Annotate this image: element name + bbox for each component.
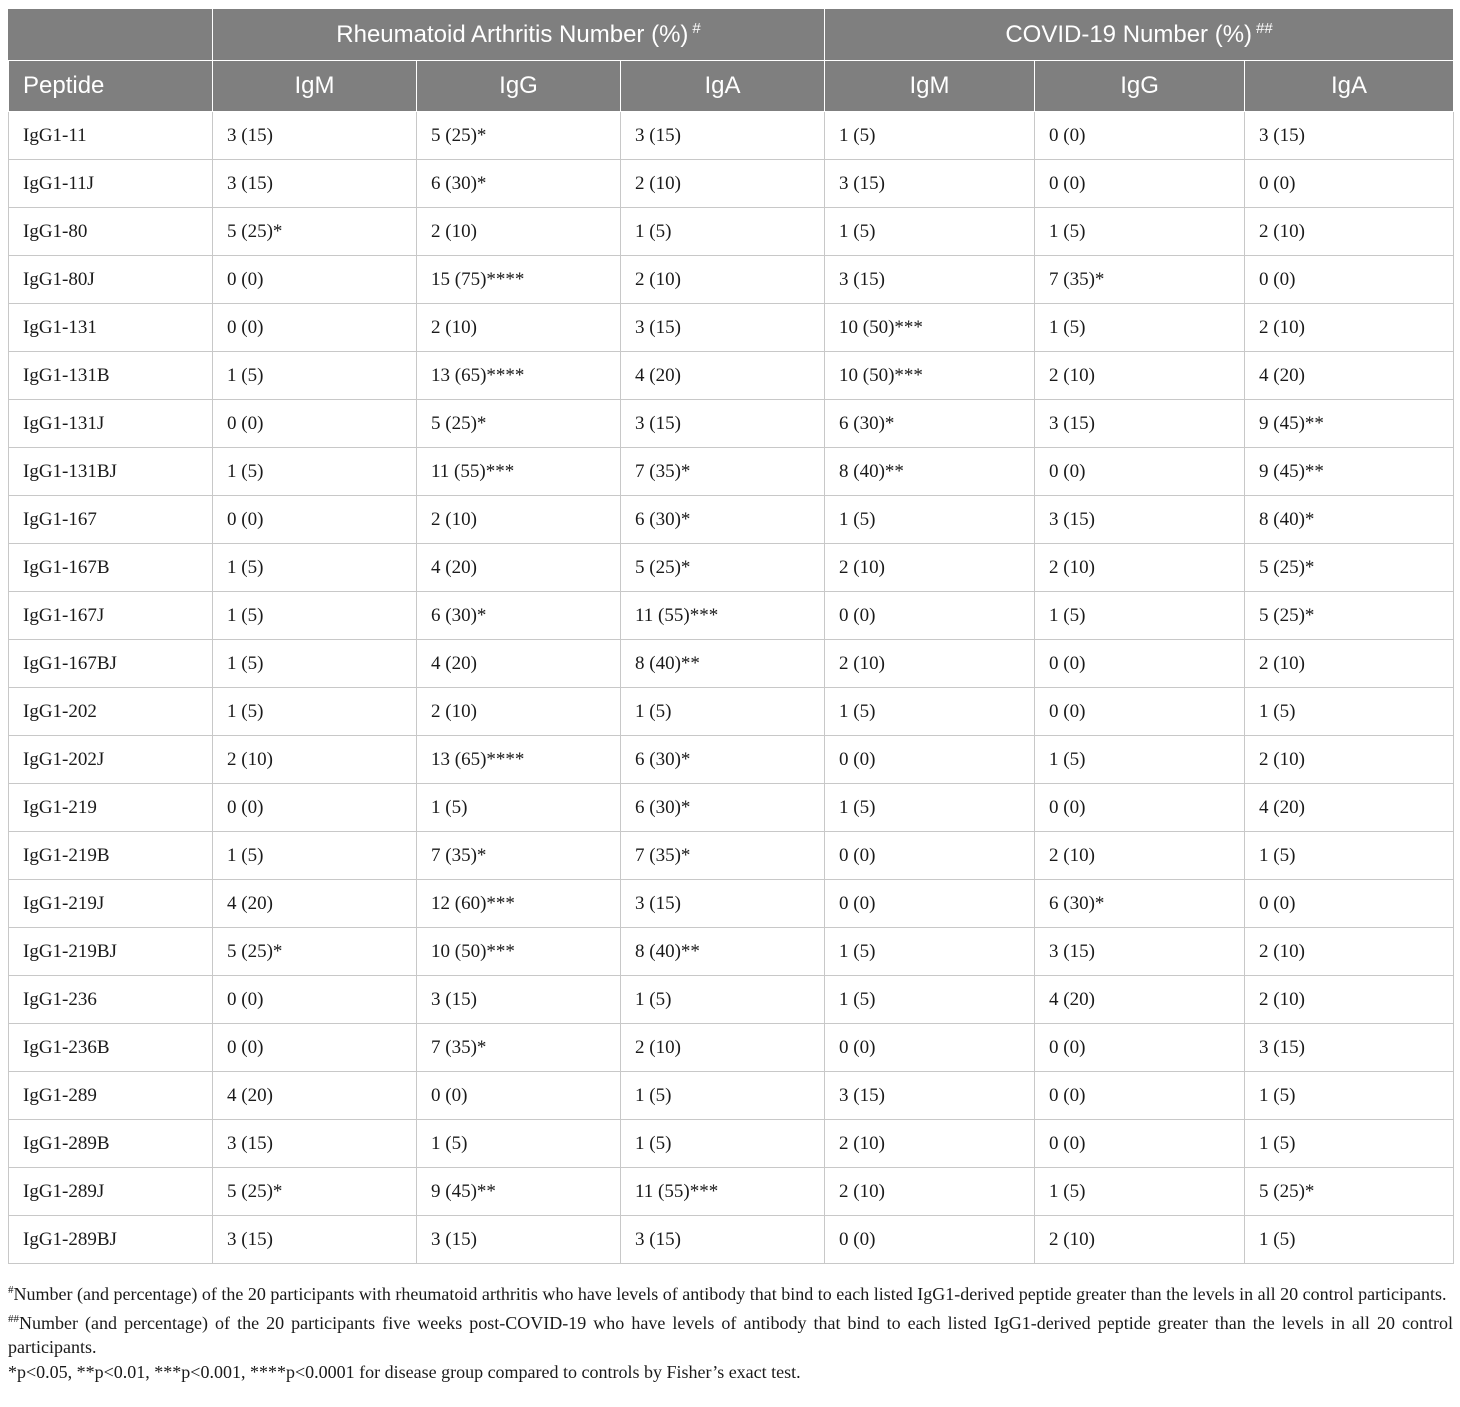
value-cell: 1 (5) <box>213 544 417 592</box>
value-cell: 3 (15) <box>621 112 825 160</box>
value-cell: 9 (45)** <box>1245 448 1454 496</box>
value-cell: 0 (0) <box>213 400 417 448</box>
value-cell: 2 (10) <box>1245 976 1454 1024</box>
peptide-column-header: Peptide <box>9 61 213 112</box>
value-cell: 0 (0) <box>213 784 417 832</box>
value-cell: 1 (5) <box>213 832 417 880</box>
value-cell: 1 (5) <box>213 352 417 400</box>
value-cell: 6 (30)* <box>621 784 825 832</box>
value-cell: 2 (10) <box>1245 304 1454 352</box>
value-cell: 5 (25)* <box>621 544 825 592</box>
peptide-cell: IgG1-131BJ <box>9 448 213 496</box>
value-cell: 5 (25)* <box>213 928 417 976</box>
value-cell: 11 (55)*** <box>417 448 621 496</box>
value-cell: 1 (5) <box>825 688 1035 736</box>
value-cell: 0 (0) <box>213 256 417 304</box>
value-cell: 1 (5) <box>213 640 417 688</box>
value-cell: 1 (5) <box>1035 304 1245 352</box>
value-cell: 1 (5) <box>1035 736 1245 784</box>
ra-igg-header: IgG <box>417 61 621 112</box>
table-row <box>9 544 1454 592</box>
value-cell: 8 (40)** <box>621 640 825 688</box>
table-row <box>9 880 1454 928</box>
peptide-cell: IgG1-289J <box>9 1168 213 1216</box>
value-cell: 1 (5) <box>1035 592 1245 640</box>
table-row <box>9 688 1454 736</box>
value-cell: 7 (35)* <box>417 1024 621 1072</box>
covid-igg-header: IgG <box>1035 61 1245 112</box>
value-cell: 8 (40)* <box>1245 496 1454 544</box>
value-cell: 0 (0) <box>825 736 1035 784</box>
peptide-cell: IgG1-167BJ <box>9 640 213 688</box>
value-cell: 3 (15) <box>213 1120 417 1168</box>
peptide-cell: IgG1-219BJ <box>9 928 213 976</box>
covid-group-header: COVID-19 Number (%) ## <box>825 9 1454 61</box>
value-cell: 0 (0) <box>1035 448 1245 496</box>
ra-igm-header: IgM <box>213 61 417 112</box>
value-cell: 10 (50)*** <box>825 304 1035 352</box>
peptide-cell: IgG1-236B <box>9 1024 213 1072</box>
value-cell: 5 (25)* <box>213 1168 417 1216</box>
peptide-cell: IgG1-80 <box>9 208 213 256</box>
value-cell: 5 (25)* <box>1245 592 1454 640</box>
value-cell: 3 (15) <box>621 400 825 448</box>
value-cell: 9 (45)** <box>1245 400 1454 448</box>
header-blank-cell <box>9 9 213 61</box>
value-cell: 3 (15) <box>825 256 1035 304</box>
table-row <box>9 160 1454 208</box>
value-cell: 0 (0) <box>1035 640 1245 688</box>
value-cell: 3 (15) <box>417 976 621 1024</box>
value-cell: 3 (15) <box>621 304 825 352</box>
value-cell: 4 (20) <box>213 880 417 928</box>
table-row <box>9 112 1454 160</box>
peptide-cell: IgG1-289 <box>9 1072 213 1120</box>
value-cell: 2 (10) <box>1245 928 1454 976</box>
value-cell: 4 (20) <box>621 352 825 400</box>
table-row <box>9 1216 1454 1264</box>
peptide-cell: IgG1-167J <box>9 592 213 640</box>
value-cell: 13 (65)**** <box>417 352 621 400</box>
peptide-cell: IgG1-11 <box>9 112 213 160</box>
value-cell: 2 (10) <box>1035 1216 1245 1264</box>
peptide-cell: IgG1-219B <box>9 832 213 880</box>
value-cell: 6 (30)* <box>825 400 1035 448</box>
value-cell: 2 (10) <box>417 688 621 736</box>
peptide-cell: IgG1-131 <box>9 304 213 352</box>
value-cell: 8 (40)** <box>621 928 825 976</box>
value-cell: 0 (0) <box>1035 112 1245 160</box>
value-cell: 4 (20) <box>213 1072 417 1120</box>
value-cell: 0 (0) <box>1035 784 1245 832</box>
value-cell: 4 (20) <box>1245 352 1454 400</box>
value-cell: 6 (30)* <box>417 592 621 640</box>
value-cell: 1 (5) <box>825 496 1035 544</box>
value-cell: 1 (5) <box>213 592 417 640</box>
value-cell: 2 (10) <box>825 1120 1035 1168</box>
value-cell: 4 (20) <box>1035 976 1245 1024</box>
value-cell: 2 (10) <box>1245 640 1454 688</box>
value-cell: 1 (5) <box>1035 1168 1245 1216</box>
value-cell: 1 (5) <box>621 208 825 256</box>
peptide-cell: IgG1-167 <box>9 496 213 544</box>
value-cell: 2 (10) <box>1245 208 1454 256</box>
value-cell: 4 (20) <box>417 544 621 592</box>
value-cell: 12 (60)*** <box>417 880 621 928</box>
value-cell: 10 (50)*** <box>417 928 621 976</box>
value-cell: 3 (15) <box>1245 1024 1454 1072</box>
value-cell: 0 (0) <box>1245 256 1454 304</box>
footnote-ra: #Number (and percentage) of the 20 participants with rheumatoid arthritis who have levels of antibody that bind to each listed IgG1-derived peptide greater than the levels in all 20 control participants. <box>8 1284 1447 1304</box>
value-cell: 2 (10) <box>1245 736 1454 784</box>
value-cell: 6 (30)* <box>621 736 825 784</box>
peptide-cell: IgG1-202J <box>9 736 213 784</box>
value-cell: 2 (10) <box>417 496 621 544</box>
value-cell: 0 (0) <box>417 1072 621 1120</box>
value-cell: 3 (15) <box>1035 496 1245 544</box>
peptide-cell: IgG1-219J <box>9 880 213 928</box>
value-cell: 5 (25)* <box>417 112 621 160</box>
value-cell: 3 (15) <box>1035 400 1245 448</box>
value-cell: 1 (5) <box>621 1072 825 1120</box>
peptide-cell: IgG1-236 <box>9 976 213 1024</box>
value-cell: 3 (15) <box>1245 112 1454 160</box>
table-row <box>9 256 1454 304</box>
value-cell: 4 (20) <box>1245 784 1454 832</box>
value-cell: 0 (0) <box>213 1024 417 1072</box>
table-row <box>9 1168 1454 1216</box>
value-cell: 0 (0) <box>213 496 417 544</box>
peptide-cell: IgG1-202 <box>9 688 213 736</box>
table-row <box>9 448 1454 496</box>
results-table <box>8 8 1454 1264</box>
peptide-cell: IgG1-167B <box>9 544 213 592</box>
value-cell: 6 (30)* <box>621 496 825 544</box>
footnote-ra-mark: # <box>8 1284 14 1296</box>
table-row <box>9 1120 1454 1168</box>
peptide-cell: IgG1-219 <box>9 784 213 832</box>
value-cell: 0 (0) <box>825 880 1035 928</box>
table-row <box>9 400 1454 448</box>
value-cell: 7 (35)* <box>417 832 621 880</box>
value-cell: 13 (65)**** <box>417 736 621 784</box>
value-cell: 7 (35)* <box>621 448 825 496</box>
value-cell: 2 (10) <box>1035 832 1245 880</box>
value-cell: 0 (0) <box>1245 880 1454 928</box>
group-header-row <box>9 9 1454 61</box>
peptide-cell: IgG1-289B <box>9 1120 213 1168</box>
value-cell: 3 (15) <box>213 1216 417 1264</box>
value-cell: 0 (0) <box>213 304 417 352</box>
value-cell: 6 (30)* <box>1035 880 1245 928</box>
value-cell: 7 (35)* <box>621 832 825 880</box>
value-cell: 1 (5) <box>621 1120 825 1168</box>
value-cell: 3 (15) <box>621 1216 825 1264</box>
covid-igm-header: IgM <box>825 61 1035 112</box>
value-cell: 5 (25)* <box>213 208 417 256</box>
value-cell: 11 (55)*** <box>621 592 825 640</box>
value-cell: 3 (15) <box>621 880 825 928</box>
value-cell: 2 (10) <box>417 304 621 352</box>
table-row <box>9 784 1454 832</box>
value-cell: 7 (35)* <box>1035 256 1245 304</box>
value-cell: 6 (30)* <box>417 160 621 208</box>
value-cell: 11 (55)*** <box>621 1168 825 1216</box>
value-cell: 2 (10) <box>621 256 825 304</box>
value-cell: 1 (5) <box>213 688 417 736</box>
value-cell: 2 (10) <box>1035 352 1245 400</box>
value-cell: 5 (25)* <box>417 400 621 448</box>
value-cell: 1 (5) <box>1245 832 1454 880</box>
table-row <box>9 496 1454 544</box>
value-cell: 5 (25)* <box>1245 1168 1454 1216</box>
value-cell: 0 (0) <box>1035 688 1245 736</box>
value-cell: 2 (10) <box>213 736 417 784</box>
value-cell: 1 (5) <box>1035 208 1245 256</box>
value-cell: 4 (20) <box>417 640 621 688</box>
footnotes <box>8 1278 1453 1384</box>
value-cell: 2 (10) <box>825 640 1035 688</box>
table-row <box>9 832 1454 880</box>
value-cell: 10 (50)*** <box>825 352 1035 400</box>
value-cell: 3 (15) <box>825 1072 1035 1120</box>
peptide-cell: IgG1-131J <box>9 400 213 448</box>
value-cell: 8 (40)** <box>825 448 1035 496</box>
value-cell: 1 (5) <box>417 784 621 832</box>
value-cell: 0 (0) <box>825 832 1035 880</box>
value-cell: 3 (15) <box>825 160 1035 208</box>
value-cell: 3 (15) <box>213 112 417 160</box>
value-cell: 0 (0) <box>1035 1072 1245 1120</box>
table-row <box>9 1024 1454 1072</box>
value-cell: 5 (25)* <box>1245 544 1454 592</box>
value-cell: 1 (5) <box>1245 1120 1454 1168</box>
value-cell: 3 (15) <box>1035 928 1245 976</box>
value-cell: 1 (5) <box>1245 1216 1454 1264</box>
value-cell: 3 (15) <box>417 1216 621 1264</box>
footnote-covid-mark: ## <box>8 1312 19 1325</box>
table-row <box>9 736 1454 784</box>
footnote-covid: ##Number (and percentage) of the 20 participants five weeks post-COVID-19 who have levels of antibody that bind to each listed IgG1-derived peptide greater than the levels in all 20 control participants. <box>8 1312 1453 1357</box>
value-cell: 0 (0) <box>1035 160 1245 208</box>
peptide-cell: IgG1-80J <box>9 256 213 304</box>
value-cell: 0 (0) <box>1035 1120 1245 1168</box>
value-cell: 0 (0) <box>1035 1024 1245 1072</box>
table-row <box>9 640 1454 688</box>
ra-iga-header: IgA <box>621 61 825 112</box>
value-cell: 1 (5) <box>825 208 1035 256</box>
value-cell: 1 (5) <box>825 976 1035 1024</box>
table-row <box>9 352 1454 400</box>
value-cell: 1 (5) <box>621 976 825 1024</box>
covid-header-mark: ## <box>1256 20 1273 37</box>
table-body <box>9 112 1454 1264</box>
value-cell: 9 (45)** <box>417 1168 621 1216</box>
value-cell: 2 (10) <box>825 544 1035 592</box>
table-row <box>9 1072 1454 1120</box>
value-cell: 3 (15) <box>213 160 417 208</box>
table-row <box>9 304 1454 352</box>
value-cell: 1 (5) <box>825 112 1035 160</box>
value-cell: 1 (5) <box>825 928 1035 976</box>
value-cell: 15 (75)**** <box>417 256 621 304</box>
table-row <box>9 592 1454 640</box>
value-cell: 0 (0) <box>825 1024 1035 1072</box>
value-cell: 1 (5) <box>1245 1072 1454 1120</box>
peptide-cell: IgG1-289BJ <box>9 1216 213 1264</box>
value-cell: 0 (0) <box>825 592 1035 640</box>
value-cell: 0 (0) <box>825 1216 1035 1264</box>
covid-iga-header: IgA <box>1245 61 1454 112</box>
peptide-cell: IgG1-11J <box>9 160 213 208</box>
value-cell: 1 (5) <box>417 1120 621 1168</box>
ra-header-mark: # <box>692 20 701 37</box>
value-cell: 2 (10) <box>621 1024 825 1072</box>
value-cell: 1 (5) <box>1245 688 1454 736</box>
column-header-row <box>9 61 1454 112</box>
value-cell: 1 (5) <box>825 784 1035 832</box>
value-cell: 1 (5) <box>213 448 417 496</box>
value-cell: 2 (10) <box>825 1168 1035 1216</box>
ra-group-header: Rheumatoid Arthritis Number (%) # <box>213 9 825 61</box>
value-cell: 0 (0) <box>213 976 417 1024</box>
value-cell: 2 (10) <box>621 160 825 208</box>
peptide-cell: IgG1-131B <box>9 352 213 400</box>
value-cell: 0 (0) <box>1245 160 1454 208</box>
table-row <box>9 928 1454 976</box>
value-cell: 2 (10) <box>1035 544 1245 592</box>
table-row <box>9 208 1454 256</box>
value-cell: 2 (10) <box>417 208 621 256</box>
value-cell: 1 (5) <box>621 688 825 736</box>
table-row <box>9 976 1454 1024</box>
footnote-significance: *p<0.05, **p<0.01, ***p<0.001, ****p<0.0001 for disease group compared to controls by Fisher’s exact test. <box>8 1361 801 1382</box>
